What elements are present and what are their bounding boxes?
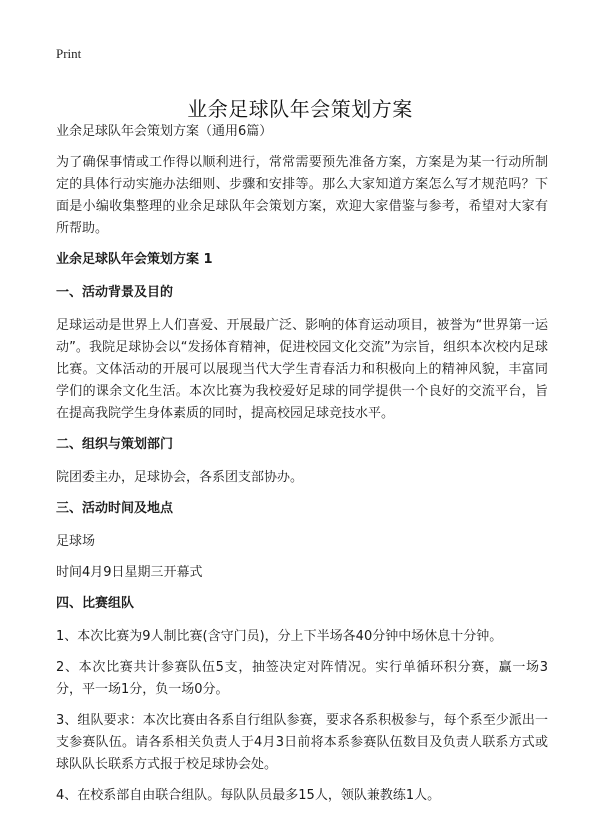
heading-teams: 四、比赛组队 xyxy=(56,596,135,611)
paragraph-location: 足球场 xyxy=(56,534,96,549)
heading-background: 一、活动背景及目的 xyxy=(56,285,174,300)
paragraph-organization: 院团委主办，足球协会，各系团支部协办。 xyxy=(56,470,304,485)
heading-organization: 二、组织与策划部门 xyxy=(56,437,174,452)
section-title: 业余足球队年会策划方案 1 xyxy=(56,252,213,267)
paragraph-background: 足球运动是世界上人们喜爱、开展最广泛、影响的体育运动项目，被誉为“世界第一运动”。我院足球协会以“发扬体育精神，促进校园文化交流”为宗旨，组织本次校内足球比赛。文体活动的开展可以展现当代大学生青春活力和积极向上的精神风貌，丰富同学们的课余文化生活。本次比赛为我校爱好足球的同学提供一个良好的交流平台，旨在提高我院学生身体素质的同时，提高校园足球竞技水平。 xyxy=(56,318,548,421)
paragraph-rule-1: 1、本次比赛为9人制比赛(含守门员)，分上下半场各40分钟中场休息十分钟。 xyxy=(56,629,503,644)
paragraph-rule-3: 3、组队要求：本次比赛由各系自行组队参赛，要求各系积极参与，每个系至少派出一支参赛队伍。请各系相关负责人于4月3日前将本系参赛队伍数目及负责人联系方式或球队队长联系方式报于校足球协会处。 xyxy=(56,713,548,772)
document-body xyxy=(56,121,548,816)
document-subtitle: 业余足球队年会策划方案（通用6篇） xyxy=(56,124,273,139)
page-title: 业余足球队年会策划方案 xyxy=(187,97,413,122)
paragraph-time: 时间4月9日星期三开幕式 xyxy=(56,565,203,580)
paragraph-rule-4: 4、在校系部自由联合组队。每队队员最多15人，领队兼教练1人。 xyxy=(56,788,441,803)
paragraph-rule-2: 2、本次比赛共计参赛队伍5支，抽签决定对阵情况。实行单循环积分赛，赢一场3分，平一场1分，负一场0分。 xyxy=(56,660,548,697)
intro-paragraph: 为了确保事情或工作得以顺利进行，常常需要预先准备方案，方案是为某一行动所制定的具体行动实施办法细则、步骤和安排等。那么大家知道方案怎么写才规范吗？下面是小编收集整理的业余足球队年会策划方案，欢迎大家借鉴与参考，希望对大家有所帮助。 xyxy=(56,155,548,236)
print-link[interactable]: Print xyxy=(56,46,82,61)
heading-time-location: 三、活动时间及地点 xyxy=(56,501,174,516)
